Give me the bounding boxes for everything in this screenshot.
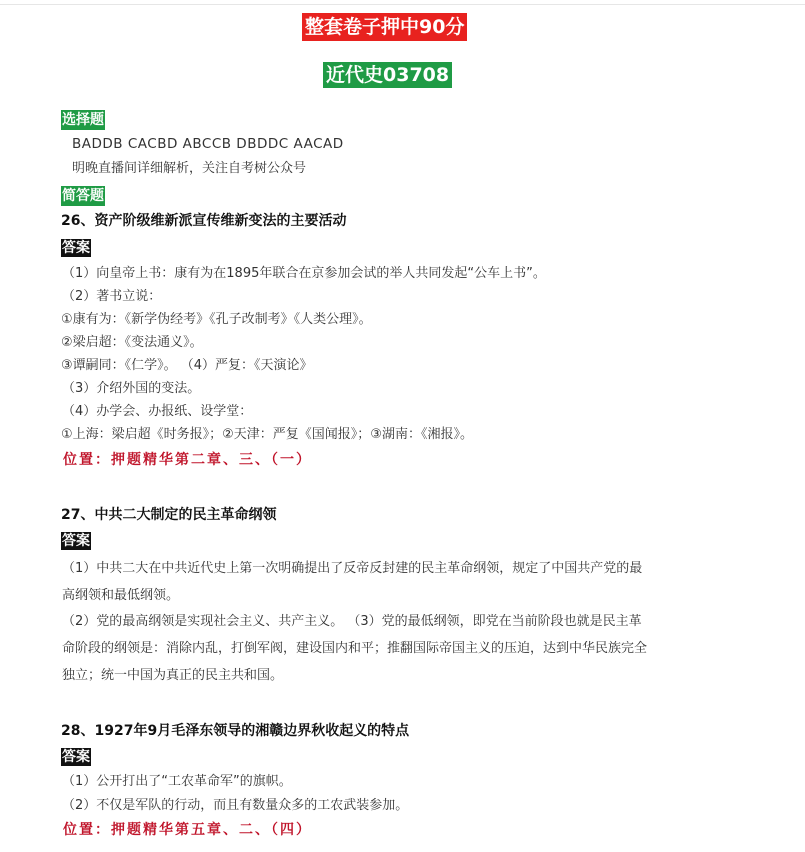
q28-line: （1）公开打出了“工农革命军”的旗帜。 [62,774,292,789]
q27-line: （2）党的最高纲领是实现社会主义、共产主义。 （3）党的最低纲领，即党在当前阶段也就是民主革 [62,614,642,629]
q27-line: （1）中共二大在中共近代史上第一次明确提出了反帝反封建的民主革命纲领，规定了中国共产党的最 [62,561,643,576]
choice-answers: BADDB CACBD ABCCB DBDDC AACAD [72,136,344,152]
q26-line: （4）办学会、办报纸、设学堂： [62,404,253,419]
question-26-title: 26、资产阶级维新派宣传维新变法的主要活动 [61,213,347,229]
top-divider [0,4,805,5]
answer-tag: 答案 [62,240,90,256]
answer-tag: 答案 [62,749,90,765]
q28-line: （2）不仅是军队的行动，而且有数量众多的工农武装参加。 [62,798,409,813]
q27-line: 高纲领和最低纲领。 [62,588,180,603]
choice-note: 明晚直播间详细解析，关注自考树公众号 [72,161,307,176]
q27-line: 独立；统一中国为真正的民主共和国。 [62,668,284,683]
q26-line: （3）介绍外国的变法。 [62,381,201,396]
q26-line: （2）著书立说： [62,289,162,304]
q26-line: （1）向皇帝上书：康有为在1895年联合在京参加会试的举人共同发起“公车上书”。 [62,266,546,281]
q26-line: ①康有为：《新学伪经考》《孔子改制考》《人类公理》。 [61,312,372,327]
q26-location: 位置：押题精华第二章、三、（一） [63,452,312,468]
q26-line: ①上海：梁启超《时务报》；②天津：严复《国闻报》；③湖南：《湘报》。 [61,427,473,442]
answer-tag: 答案 [62,533,90,549]
q26-line: ③谭嗣同：《仁学》。 （4）严复：《天演论》 [61,358,313,373]
page-subtitle: 近代史03708 [323,62,452,88]
q27-line: 命阶段的纲领是：消除内乱，打倒军阀，建设国内和平；推翻国际帝国主义的压迫，达到中华民族完全 [62,641,648,656]
page-title: 整套卷子押中90分 [302,13,467,41]
q28-location: 位置：押题精华第五章、二、（四） [63,822,312,838]
question-28-title: 28、1927年9月毛泽东领导的湘赣边界秋收起义的特点 [61,723,410,739]
choice-section-tag: 选择题 [62,112,104,128]
question-27-title: 27、中共二大制定的民主革命纲领 [61,507,277,523]
short-answer-section-tag: 简答题 [62,188,104,204]
q26-line: ②梁启超：《变法通义》。 [61,335,203,350]
